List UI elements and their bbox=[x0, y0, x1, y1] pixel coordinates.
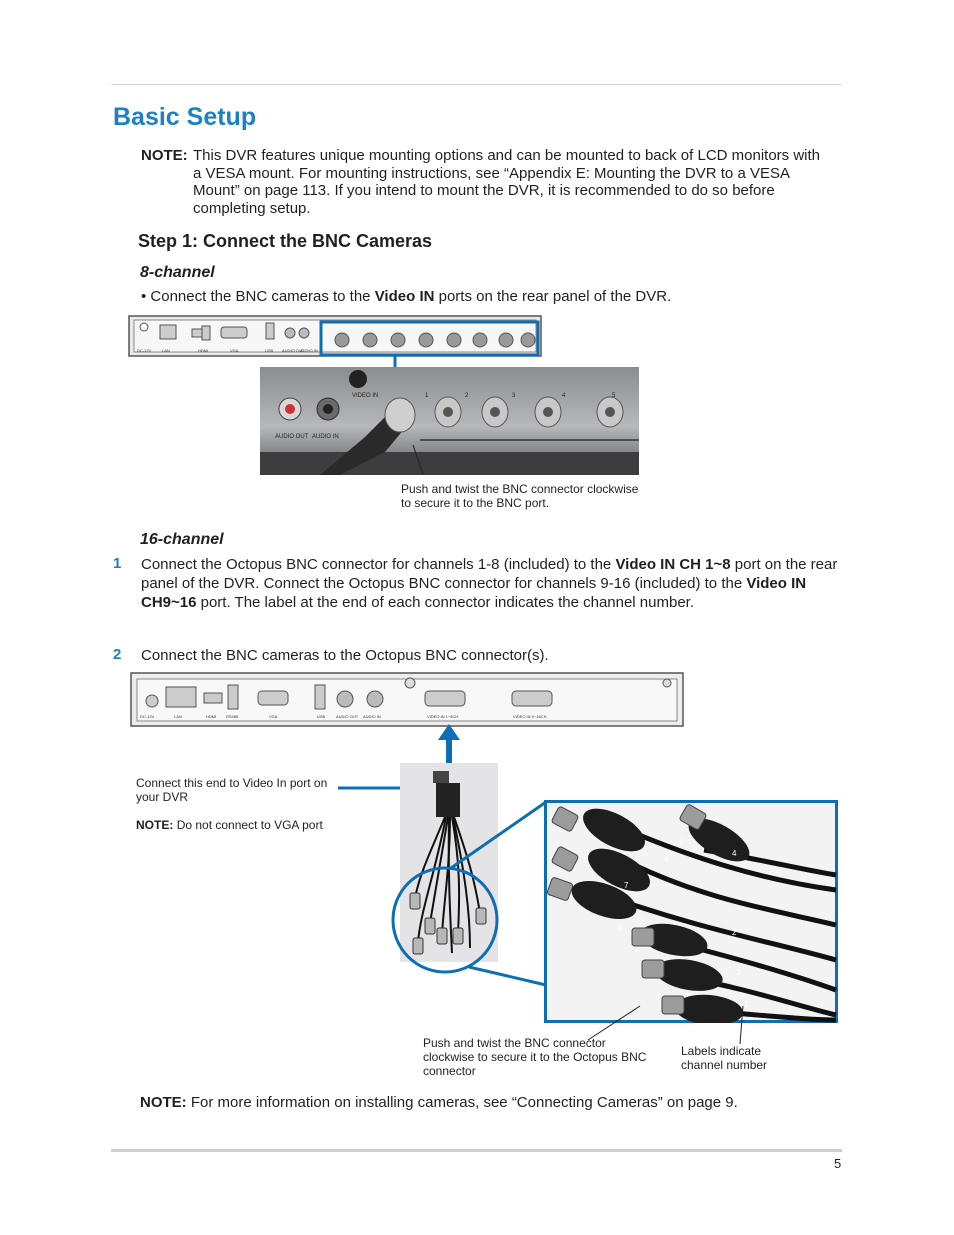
bnc-port-photo bbox=[260, 367, 639, 475]
photo-label: 1 bbox=[425, 393, 429, 399]
panel16-label: HDMI bbox=[206, 714, 217, 719]
arrow-up-icon bbox=[436, 722, 462, 764]
note-label: NOTE: bbox=[141, 147, 188, 164]
callout-push-twist: Push and twist the BNC connector clockwise to secure it to the Octopus BNC connector bbox=[423, 1036, 647, 1078]
sixteen-channel-title: 16-channel bbox=[140, 531, 224, 548]
step-number: 2 bbox=[113, 646, 122, 663]
panel16-label: RS485 bbox=[226, 714, 239, 719]
step-number: 1 bbox=[113, 555, 122, 572]
panel8-label: HDMI bbox=[198, 348, 209, 353]
step-1-text: Connect the Octopus BNC connector for channels 1-8 (included) to the Video IN CH 1~8 port on the rear panel of the DVR. Connect the Octopus BNC connector for channels 9-16 (included) to the Video IN CH9~16 port. The label at the end of each connector indicates the channel number. bbox=[141, 556, 838, 611]
panel8-label: DC-12V bbox=[137, 348, 152, 353]
eight-channel-bullet: • Connect the BNC cameras to the Video IN ports on the rear panel of the DVR. bbox=[141, 288, 672, 305]
panel8-label: AUDIO OUT bbox=[282, 348, 305, 353]
panel8-label: LAN bbox=[162, 348, 170, 353]
step1-title: Step 1: Connect the BNC Cameras bbox=[138, 231, 433, 251]
caption-8ch: Push and twist the BNC connector clockwise to secure it to the BNC port. bbox=[401, 482, 639, 510]
dvr-rear-panel-16ch bbox=[130, 671, 685, 728]
panel16-label: USB bbox=[317, 714, 326, 719]
cable-number: 3 bbox=[736, 968, 741, 977]
panel16-label: VIDEO IN 9~16CH bbox=[513, 714, 547, 719]
cable-number: 4 bbox=[732, 849, 737, 858]
photo-label: 4 bbox=[562, 393, 566, 399]
panel16-label: VGA bbox=[269, 714, 278, 719]
panel8-label: AUDIO IN bbox=[300, 348, 318, 353]
cable-number: 8 bbox=[679, 838, 684, 847]
step-2-text: Connect the BNC cameras to the Octopus BNC connector(s). bbox=[141, 647, 549, 664]
photo-label: AUDIO IN bbox=[312, 434, 339, 440]
dvr-rear-panel-8ch bbox=[128, 314, 543, 358]
callout-note: NOTE: Do not connect to VGA port bbox=[136, 818, 323, 832]
callout-connect-end: Connect this end to Video In port on your DVR bbox=[136, 776, 328, 804]
cable-number: 6 bbox=[664, 855, 669, 864]
bnc-cable-closeup bbox=[544, 800, 838, 1023]
eight-channel-title: 8-channel bbox=[140, 264, 215, 281]
photo-label: 5 bbox=[612, 393, 616, 399]
panel16-label: LAN bbox=[174, 714, 182, 719]
page-title: Basic Setup bbox=[113, 103, 257, 131]
header-rule bbox=[111, 84, 842, 85]
photo-label: 3 bbox=[512, 393, 516, 399]
cable-number: 2 bbox=[732, 928, 737, 937]
page-number: 5 bbox=[834, 1156, 842, 1171]
photo-label: 2 bbox=[465, 393, 469, 399]
cable-number: 7 bbox=[624, 881, 629, 890]
panel8-label: USB bbox=[265, 348, 274, 353]
footer-rule bbox=[111, 1149, 842, 1152]
panel16-label: VIDEO IN 1~8CH bbox=[427, 714, 459, 719]
magnify-callout bbox=[385, 795, 555, 995]
callout-labels: Labels indicate channel number bbox=[681, 1044, 768, 1072]
panel8-label: VGA bbox=[230, 348, 239, 353]
cable-number: 1 bbox=[744, 1000, 749, 1009]
panel16-label: DC-12V bbox=[140, 714, 155, 719]
cable-number: 5 bbox=[618, 923, 623, 932]
photo-label: AUDIO OUT bbox=[275, 434, 309, 440]
note-text: This DVR features unique mounting options and can be mounted to back of LCD monitors with a VESA mount. For mounting instructions, see “Appendix E: Mounting the DVR to a VESA Mount” on page 113. If you intend to mount the DVR, it is recommended to do so before completing setup. bbox=[193, 147, 821, 217]
panel16-label: AUDIO OUT bbox=[336, 714, 359, 719]
photo-label: VIDEO IN bbox=[352, 393, 379, 399]
panel16-label: AUDIO IN bbox=[363, 714, 381, 719]
note-bottom: NOTE: For more information on installing cameras, see “Connecting Cameras” on page 9. bbox=[140, 1094, 738, 1111]
